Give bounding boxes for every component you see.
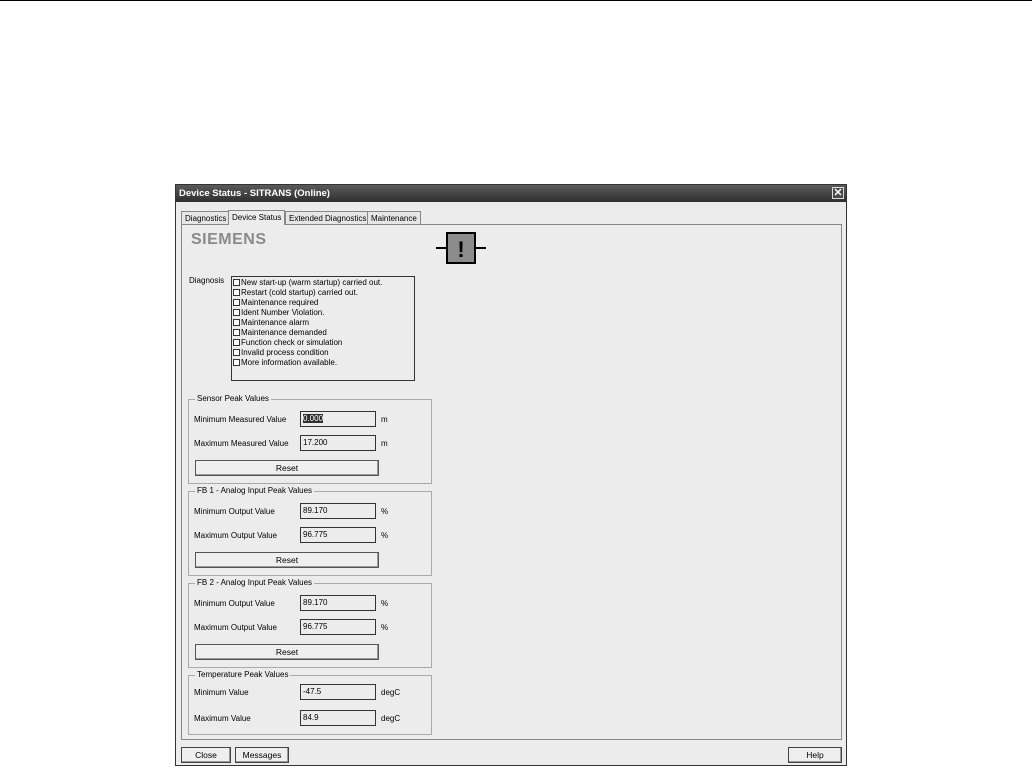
diagnosis-item-label: Ident Number Violation. (241, 308, 325, 317)
fb1-reset-button[interactable]: Reset (195, 552, 379, 568)
min-measured-value-field[interactable]: 0.000 (300, 411, 376, 427)
close-icon[interactable]: ✕ (833, 187, 843, 199)
fb2-peak-values-group (188, 578, 432, 668)
sensor-peak-values-group (188, 394, 432, 484)
unit-label: degC (381, 714, 401, 723)
list-item (233, 288, 413, 298)
group-title: FB 2 - Analog Input Peak Values (197, 578, 313, 587)
tab-maintenance[interactable]: Maintenance (367, 211, 421, 224)
diagnosis-item-label: Maintenance alarm (241, 318, 310, 327)
fb2-reset-button[interactable]: Reset (195, 644, 379, 660)
min-temperature-label: Minimum Value (194, 688, 249, 697)
warning-glyph: ! (457, 237, 465, 262)
checkbox[interactable] (233, 279, 240, 286)
checkbox[interactable] (233, 289, 240, 296)
checkbox[interactable] (233, 339, 240, 346)
unit-label: m (381, 415, 388, 424)
diagnosis-item-label: Maintenance demanded (241, 328, 327, 337)
fb2-max-output-field[interactable]: 96.775 (300, 619, 376, 635)
group-title: FB 1 - Analog Input Peak Values (197, 486, 313, 495)
unit-label: % (381, 507, 389, 516)
unit-label: m (381, 439, 388, 448)
checkbox[interactable] (233, 349, 240, 356)
diagnosis-item-label: More information available. (241, 358, 338, 367)
maintenance-warning-icon (436, 231, 486, 265)
title-bar (176, 185, 846, 202)
checkbox[interactable] (233, 319, 240, 326)
max-output-label: Maximum Output Value (194, 623, 277, 632)
max-output-label: Maximum Output Value (194, 531, 277, 540)
fb1-min-output-field[interactable]: 89.170 (300, 503, 376, 519)
messages-button[interactable]: Messages (235, 747, 289, 763)
checkbox[interactable] (233, 309, 240, 316)
group-title: Sensor Peak Values (197, 394, 269, 403)
max-measured-value-field[interactable]: 17.200 (300, 435, 376, 451)
device-status-panel (181, 224, 842, 740)
device-status-dialog (175, 184, 847, 766)
checkbox[interactable] (233, 359, 240, 366)
list-item (233, 308, 413, 318)
list-item (233, 318, 413, 328)
window-title: Device Status - SITRANS (Online) (179, 188, 330, 199)
tab-diagnostics[interactable]: Diagnostics (181, 211, 230, 224)
page-top-rule (0, 0, 1032, 1)
diagnosis-item-label: Maintenance required (241, 298, 319, 307)
fb2-min-output-field[interactable]: 89.170 (300, 595, 376, 611)
min-measured-label: Minimum Measured Value (194, 415, 287, 424)
checkbox[interactable] (233, 329, 240, 336)
fb1-peak-values-group (188, 486, 432, 576)
max-measured-label: Maximum Measured Value (194, 439, 289, 448)
sensor-reset-button[interactable]: Reset (195, 460, 379, 476)
list-item (233, 348, 413, 358)
diagnosis-item-label: Restart (cold startup) carried out. (241, 288, 358, 297)
fb1-max-output-field[interactable]: 96.775 (300, 527, 376, 543)
checkbox[interactable] (233, 299, 240, 306)
unit-label: % (381, 623, 389, 632)
diagnosis-item-label: Function check or simulation (241, 338, 343, 347)
max-temperature-field[interactable]: 84.9 (300, 710, 376, 726)
min-output-label: Minimum Output Value (194, 599, 275, 608)
diagnosis-item-label: New start-up (warm startup) carried out. (241, 278, 383, 287)
list-item (233, 338, 413, 348)
group-title: Temperature Peak Values (197, 670, 289, 679)
diagnosis-item-label: Invalid process condition (241, 348, 329, 357)
diagnosis-list (231, 276, 415, 381)
max-temperature-label: Maximum Value (194, 714, 251, 723)
siemens-logo: SIEMENS (191, 231, 267, 248)
diagnosis-label: Diagnosis (189, 276, 225, 285)
list-item (233, 278, 413, 288)
unit-label: degC (381, 688, 401, 697)
unit-label: % (381, 599, 389, 608)
list-item (233, 298, 413, 308)
list-item (233, 328, 413, 338)
tab-device-status[interactable]: Device Status (228, 210, 285, 225)
unit-label: % (381, 531, 389, 540)
tab-extended-diagnostics[interactable]: Extended Diagnostics (285, 211, 370, 224)
list-item (233, 358, 413, 368)
close-button[interactable]: Close (181, 747, 231, 763)
help-button[interactable]: Help (788, 747, 842, 763)
min-temperature-field[interactable]: -47.5 (300, 684, 376, 700)
min-output-label: Minimum Output Value (194, 507, 275, 516)
temperature-peak-values-group (188, 670, 432, 735)
